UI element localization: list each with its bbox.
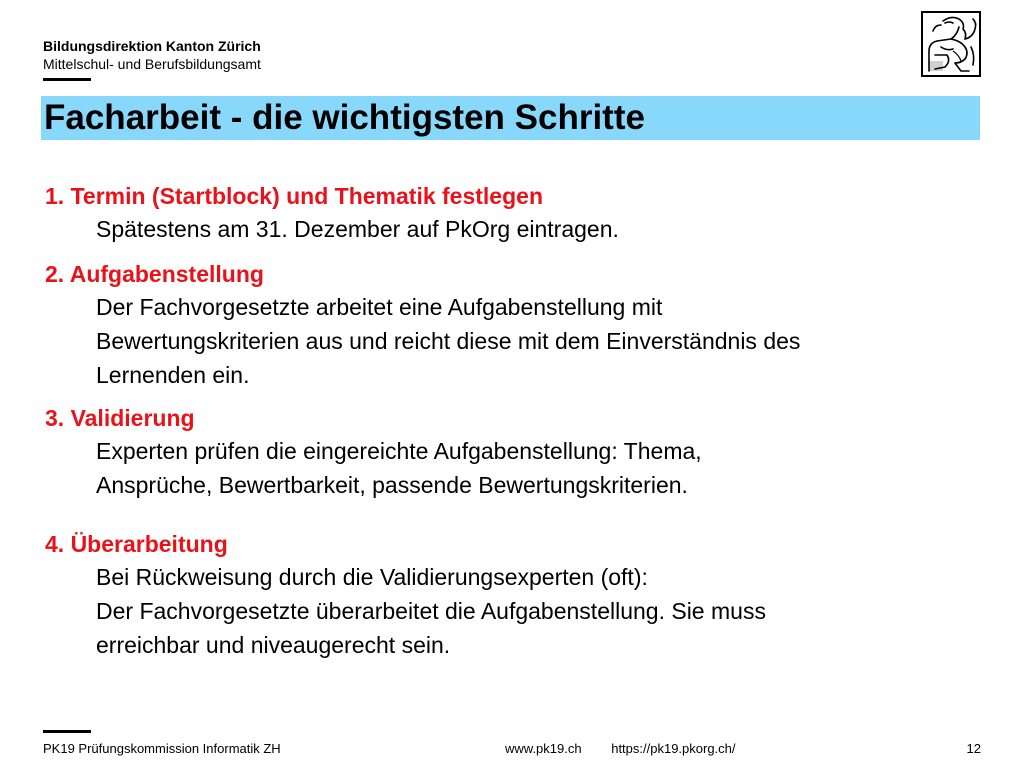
- step-heading: 1. Termin (Startblock) und Thematik festlegen: [45, 183, 543, 209]
- step-heading: 4. Überarbeitung: [45, 531, 228, 557]
- step-text-line: Bewertungskriterien aus und reicht diese mit dem Einverständnis des: [96, 328, 801, 354]
- step-body: [96, 290, 985, 392]
- step-item: [45, 180, 985, 246]
- step-body: [96, 212, 985, 246]
- zurich-lion-coat-of-arms-icon: [921, 11, 981, 77]
- step-heading: 2. Aufgabenstellung: [45, 261, 264, 287]
- footer-links: [505, 741, 736, 756]
- steps-list: [45, 180, 985, 662]
- step-text-line: Lernenden ein.: [96, 362, 250, 388]
- slide-title: Facharbeit - die wichtigsten Schritte: [44, 98, 645, 137]
- header-rule: [43, 78, 91, 81]
- step-text-line: Ansprüche, Bewertbarkeit, passende Bewertungskriterien.: [96, 472, 688, 498]
- footer-url-short[interactable]: www.pk19.ch: [505, 741, 582, 756]
- footer-organization: PK19 Prüfungskommission Informatik ZH: [43, 741, 281, 756]
- step-item: [45, 528, 985, 662]
- page-number: 12: [966, 741, 981, 756]
- org-name: Bildungsdirektion Kanton Zürich: [43, 38, 261, 54]
- step-item: [45, 402, 985, 502]
- step-heading: 3. Validierung: [45, 405, 195, 431]
- org-department: Mittelschul- und Berufsbildungsamt: [43, 56, 261, 72]
- slide-title-bar: [41, 96, 980, 140]
- footer-url-full[interactable]: https://pk19.pkorg.ch/: [611, 741, 736, 756]
- step-body: [96, 560, 985, 662]
- org-header: [43, 37, 261, 73]
- step-text-line: Experten prüfen die eingereichte Aufgabenstellung: Thema,: [96, 438, 702, 464]
- step-text-line: Der Fachvorgesetzte arbeitet eine Aufgabenstellung mit: [96, 294, 663, 320]
- step-text-line: erreichbar und niveaugerecht sein.: [96, 632, 451, 658]
- step-body: [96, 434, 985, 502]
- step-item: [45, 258, 985, 392]
- step-text-line: Bei Rückweisung durch die Validierungsexperten (oft):: [96, 564, 648, 590]
- step-text-line: Spätestens am 31. Dezember auf PkOrg eintragen.: [96, 216, 619, 242]
- footer-rule: [43, 730, 91, 733]
- step-text-line: Der Fachvorgesetzte überarbeitet die Aufgabenstellung. Sie muss: [96, 598, 766, 624]
